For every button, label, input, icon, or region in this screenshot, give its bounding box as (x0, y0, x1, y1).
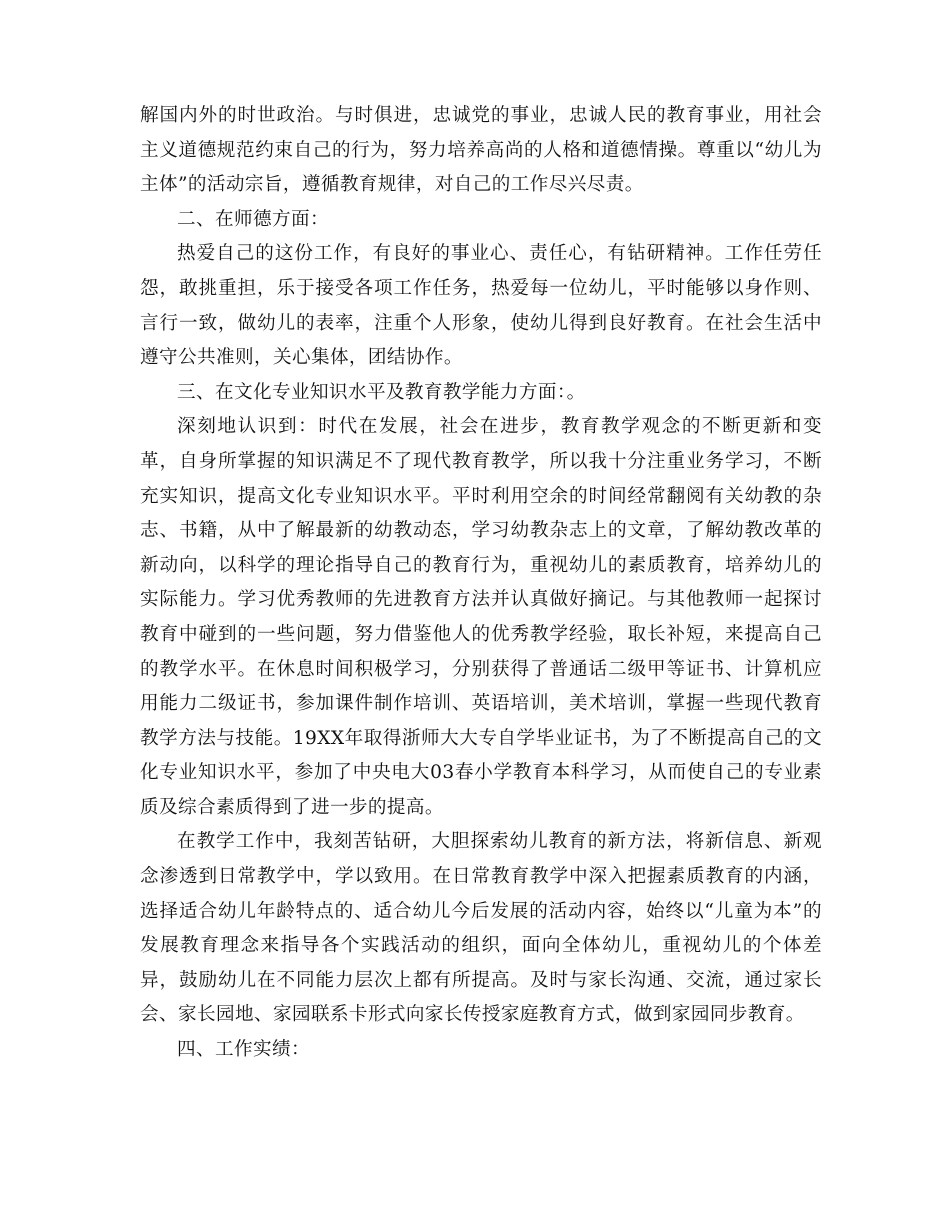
heading-professional-knowledge: 三、在文化专业知识水平及教育教学能力方面：。 (177, 381, 586, 403)
document-body (140, 99, 822, 1068)
paragraph-teaching-work: 在教学工作中，我刻苦钻研，大胆探索幼儿教育的新方法，将新信息、新观念渗透到日常教学中，学以致用。在日常教育教学中深入把握素质教育的内涵，选择适合幼儿年龄特点的、适合幼儿今后发展的活动内容，始终以“儿童为本”的发展教育理念来指导各个实践活动的组织，面向全体幼儿，重视幼儿的个体差异，鼓励幼儿在不同能力层次上都有所提高。及时与家长沟通、交流，通过家长会、家长园地、家园联系卡形式向家长传授家庭教育方式，做到家园同步教育。 (140, 831, 822, 1026)
paragraph-politics: 解国内外的时世政治。与时俱进，忠诚党的事业，忠诚人民的教育事业，用社会主义道德规范约束自己的行为，努力培养高尚的人格和道德情操。尊重以“幼儿为主体”的活动宗旨，遵循教育规律，对自己的工作尽兴尽责。 (140, 105, 822, 196)
paragraph-professional-knowledge: 深刻地认识到：时代在发展，社会在进步，教育教学观念的不断更新和变革，自身所掌握的知识满足不了现代教育教学，所以我十分注重业务学习，不断充实知识，提高文化专业知识水平。平时利用空余的时间经常翻阅有关幼教的杂志、书籍，从中了解最新的幼教动态，学习幼教杂志上的文章，了解幼教改革的新动向，以科学的理论指导自己的教育行为，重视幼儿的素质教育，培养幼儿的实际能力。学习优秀教师的先进教育方法并认真做好摘记。与其他教师一起探讨教育中碰到的一些问题，努力借鉴他人的优秀教学经验，取长补短，来提高自己的教学水平。在休息时间积极学习，分别获得了普通话二级甲等证书、计算机应用能力二级证书，参加课件制作培训、英语培训，美术培训，掌握一些现代教育教学方法与技能。19XX年取得浙师大大专自学毕业证书，为了不断提高自己的文化专业知识水平，参加了中央电大03春小学教育本科学习，从而使自己的专业素质及综合素质得到了进一步的提高。 (140, 416, 822, 818)
heading-teacher-ethics: 二、在师德方面： (177, 208, 329, 230)
paragraph-teacher-ethics: 热爱自己的这份工作，有良好的事业心、责任心，有钻研精神。工作任劳任怨，敢挑重担，乐于接受各项工作任务，热爱每一位幼儿，平时能够以身作则、言行一致，做幼儿的表率，注重个人形象，使幼儿得到良好教育。在社会生活中遵守公共准则，关心集体，团结协作。 (140, 243, 822, 369)
heading-work-achievements: 四、工作实绩： (177, 1039, 310, 1061)
